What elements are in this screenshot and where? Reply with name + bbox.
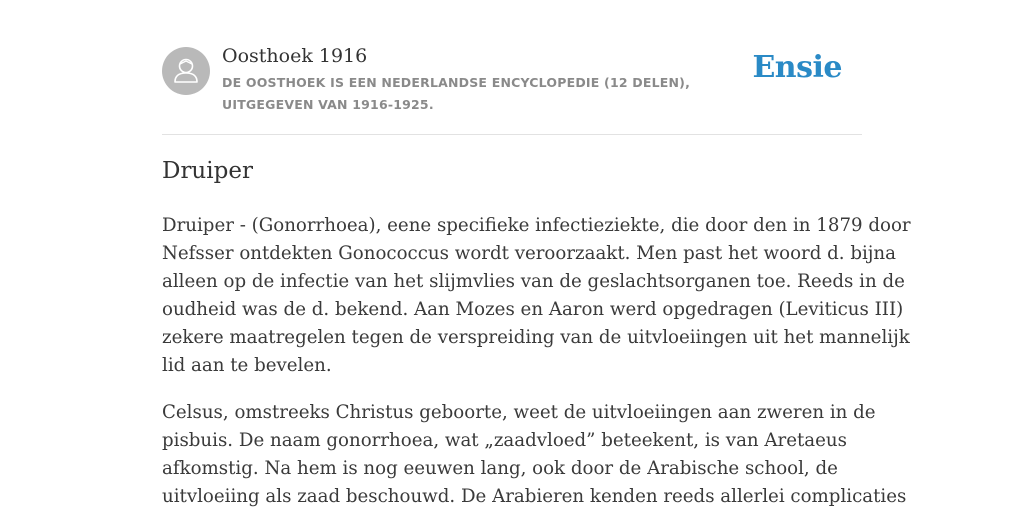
avatar[interactable] <box>162 47 210 95</box>
text-line: pisbuis. De naam gonorrhoea, wat „zaadvloed” beteekent, is van Aretaeus <box>162 430 847 451</box>
source-title[interactable]: Oosthoek 1916 <box>222 45 368 67</box>
text-line: Celsus, omstreeks Christus geboorte, weet de uitvloeiingen aan zweren in de <box>162 402 876 423</box>
article-paragraph <box>162 399 907 511</box>
article-body <box>162 212 911 512</box>
article-paragraph <box>162 212 911 380</box>
source-description: DE OOSTHOEK IS EEN NEDERLANDSE ENCYCLOPEDIE (12 DELEN), UITGEGEVEN VAN 1916-1925. <box>222 75 691 112</box>
article-title: Druiper <box>162 158 253 184</box>
content-container <box>162 0 911 507</box>
user-icon <box>162 47 210 95</box>
text-line: lid aan te bevelen. <box>162 355 332 376</box>
text-line: uitvloeiing als zaad beschouwd. De Arabieren kenden reeds allerlei complicaties <box>162 486 907 507</box>
text-line: zekere maatregelen tegen de verspreiding van de uitvloeiingen uit het mannelijk <box>162 327 910 348</box>
text-line: afkomstig. Na hem is nog eeuwen lang, ook door de Arabische school, de <box>162 458 838 479</box>
text-line: Druiper - (Gonorrhoea), eene specifieke infectieziekte, die door den in 1879 door <box>162 215 911 236</box>
ensie-logo[interactable]: Ensie <box>752 50 842 85</box>
text-line: Nefsser ontdekten Gonococcus wordt veroorzaakt. Men past het woord d. bijna <box>162 243 896 264</box>
text-line: alleen op de infectie van het slijmvlies van de geslachtsorganen toe. Reeds in de <box>162 271 905 292</box>
text-line: oudheid was de d. bekend. Aan Mozes en Aaron werd opgedragen (Leviticus III) <box>162 299 904 320</box>
source-header <box>162 0 862 135</box>
